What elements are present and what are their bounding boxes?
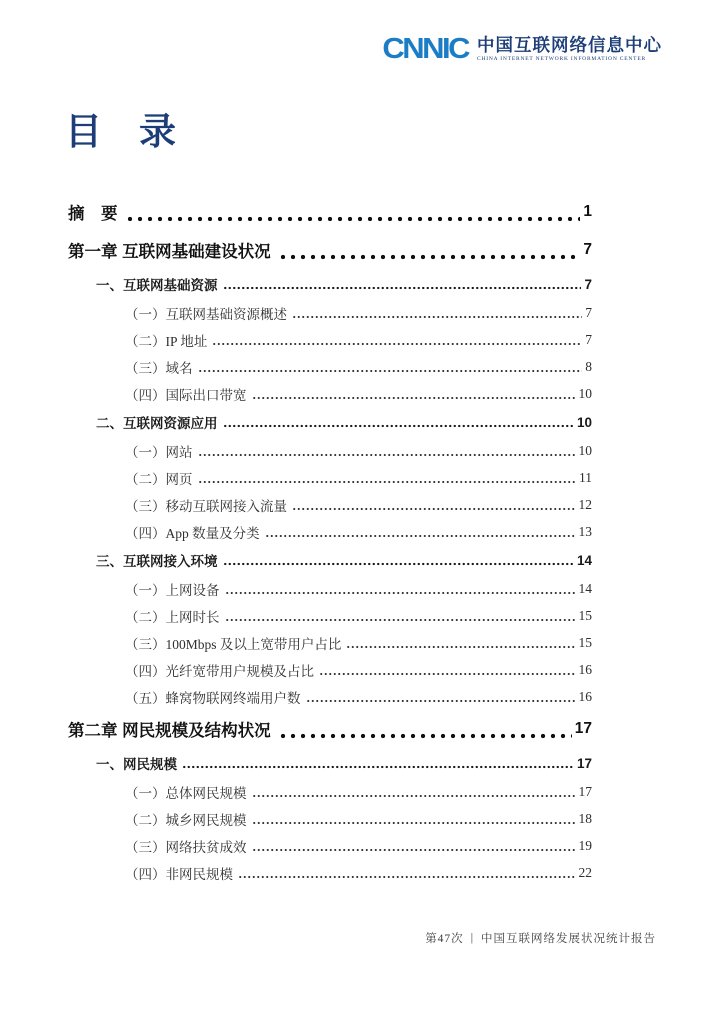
dot-leader bbox=[182, 748, 574, 778]
toc-entry[interactable] bbox=[68, 326, 592, 353]
cnnic-logo bbox=[382, 33, 662, 64]
toc-entry[interactable] bbox=[68, 859, 592, 886]
toc-entry-page-number: 8 bbox=[585, 358, 592, 374]
toc-entry-label: （三）移动互联网接入流量 bbox=[125, 498, 287, 514]
toc-entry-label: 第一章 互联网基础建设状况 bbox=[68, 243, 271, 261]
dot-leader bbox=[223, 545, 574, 575]
toc-entry[interactable] bbox=[68, 437, 592, 464]
dot-leader bbox=[238, 859, 576, 886]
toc-entry[interactable] bbox=[68, 491, 592, 518]
dot-leader bbox=[252, 832, 576, 859]
toc-entry-page-number: 10 bbox=[576, 414, 592, 430]
toc-entry[interactable] bbox=[68, 656, 592, 683]
dot-leader bbox=[223, 407, 574, 437]
toc-entry[interactable] bbox=[68, 518, 592, 545]
dot-leader bbox=[223, 269, 582, 299]
toc-entry-label: （一）上网设备 bbox=[125, 582, 220, 598]
toc-entry-page-number: 7 bbox=[585, 331, 592, 347]
dot-leader bbox=[319, 656, 576, 683]
dot-leader bbox=[252, 805, 576, 832]
dot-leader bbox=[252, 380, 576, 407]
toc-entry[interactable] bbox=[68, 710, 592, 748]
dot-leader bbox=[276, 724, 572, 748]
toc-entry-page-number: 10 bbox=[578, 442, 592, 458]
toc-entry[interactable] bbox=[68, 683, 592, 710]
cnnic-logo-text bbox=[477, 35, 662, 62]
toc-entry[interactable] bbox=[68, 832, 592, 859]
toc-entry-label: （三）网络扶贫成效 bbox=[125, 839, 247, 855]
toc-entry-page-number: 22 bbox=[578, 864, 592, 880]
dot-leader bbox=[198, 464, 577, 491]
dot-leader bbox=[225, 602, 576, 629]
dot-leader bbox=[198, 353, 583, 380]
toc-entry[interactable] bbox=[68, 193, 592, 231]
toc-entry-page-number: 13 bbox=[578, 523, 592, 539]
toc-entry[interactable] bbox=[68, 353, 592, 380]
dot-leader bbox=[252, 778, 576, 805]
toc-entry[interactable] bbox=[68, 778, 592, 805]
toc-entry[interactable] bbox=[68, 231, 592, 269]
toc-entry-page-number: 12 bbox=[578, 496, 592, 512]
dot-leader bbox=[306, 683, 576, 710]
toc-entry-page-number: 15 bbox=[578, 607, 592, 623]
toc-entry[interactable] bbox=[68, 629, 592, 656]
toc-entry-page-number: 14 bbox=[578, 580, 592, 596]
toc-entry-label: （二）IP 地址 bbox=[125, 333, 208, 349]
toc-entry[interactable] bbox=[68, 805, 592, 832]
toc-entry-page-number: 16 bbox=[578, 688, 592, 704]
toc-entry-page-number: 17 bbox=[576, 755, 592, 771]
cnnic-logo-mark: CNNIC bbox=[382, 32, 468, 65]
dot-leader bbox=[123, 207, 581, 231]
toc-entry-label: 第二章 网民规模及结构状况 bbox=[68, 722, 271, 740]
footer-separator: | bbox=[470, 932, 474, 944]
toc-entry-label: （二）城乡网民规模 bbox=[125, 812, 247, 828]
toc-entry[interactable] bbox=[68, 602, 592, 629]
dot-leader bbox=[225, 575, 576, 602]
toc-entry-page-number: 11 bbox=[579, 469, 592, 485]
dot-leader bbox=[292, 491, 576, 518]
toc-entry-page-number: 7 bbox=[583, 241, 592, 258]
toc-entry-label: （三）100Mbps 及以上宽带用户占比 bbox=[125, 636, 342, 652]
toc-entry-label: 一、网民规模 bbox=[96, 757, 177, 772]
toc-entry-label: （一）网站 bbox=[125, 444, 193, 460]
table-of-contents bbox=[68, 193, 592, 886]
toc-entry-page-number: 18 bbox=[578, 810, 592, 826]
toc-entry-label: （一）总体网民规模 bbox=[125, 785, 247, 801]
toc-entry[interactable] bbox=[68, 269, 592, 299]
dot-leader bbox=[198, 437, 576, 464]
toc-entry-label: （一）互联网基础资源概述 bbox=[125, 306, 287, 322]
toc-entry-page-number: 7 bbox=[585, 304, 592, 320]
dot-leader bbox=[292, 299, 582, 326]
toc-entry-label: 摘 要 bbox=[68, 205, 118, 223]
toc-entry[interactable] bbox=[68, 575, 592, 602]
toc-entry-label: （四）App 数量及分类 bbox=[125, 525, 260, 541]
dot-leader bbox=[212, 326, 582, 353]
dot-leader bbox=[346, 629, 575, 656]
org-name-chinese: 中国互联网络信息中心 bbox=[477, 34, 662, 55]
page-footer bbox=[425, 930, 656, 946]
toc-entry-page-number: 15 bbox=[578, 634, 592, 650]
toc-entry-page-number: 17 bbox=[574, 720, 592, 737]
toc-entry[interactable] bbox=[68, 407, 592, 437]
toc-entry-label: 三、互联网接入环境 bbox=[96, 554, 218, 569]
toc-entry-label: （三）域名 bbox=[125, 360, 193, 376]
toc-entry[interactable] bbox=[68, 380, 592, 407]
toc-entry-label: （二）上网时长 bbox=[125, 609, 220, 625]
toc-entry-label: （四）光纤宽带用户规模及占比 bbox=[125, 663, 314, 679]
page-title: 目 录 bbox=[65, 112, 176, 153]
toc-entry-label: （四）国际出口带宽 bbox=[125, 387, 247, 403]
toc-entry-page-number: 1 bbox=[583, 203, 592, 220]
report-header bbox=[0, 0, 713, 64]
toc-entry[interactable] bbox=[68, 748, 592, 778]
dot-leader bbox=[276, 245, 581, 269]
toc-entry[interactable] bbox=[68, 545, 592, 575]
toc-entry[interactable] bbox=[68, 299, 592, 326]
toc-entry-label: 二、互联网资源应用 bbox=[96, 416, 218, 431]
toc-entry-page-number: 16 bbox=[578, 661, 592, 677]
footer-report-title: 中国互联网络发展状况统计报告 bbox=[481, 933, 656, 945]
org-name-english: CHINA INTERNET NETWORK INFORMATION CENTER bbox=[477, 56, 646, 63]
toc-entry-page-number: 17 bbox=[578, 783, 592, 799]
toc-entry-label: 一、互联网基础资源 bbox=[96, 278, 218, 293]
toc-entry-label: （四）非网民规模 bbox=[125, 866, 233, 882]
toc-entry-label: （二）网页 bbox=[125, 471, 193, 487]
toc-entry[interactable] bbox=[68, 464, 592, 491]
toc-entry-page-number: 10 bbox=[578, 385, 592, 401]
toc-entry-page-number: 19 bbox=[578, 837, 592, 853]
footer-issue-number: 第47次 bbox=[425, 933, 464, 945]
toc-entry-page-number: 14 bbox=[576, 552, 592, 568]
dot-leader bbox=[265, 518, 576, 545]
toc-entry-page-number: 7 bbox=[584, 276, 592, 292]
toc-entry-label: （五）蜂窝物联网终端用户数 bbox=[125, 690, 301, 706]
